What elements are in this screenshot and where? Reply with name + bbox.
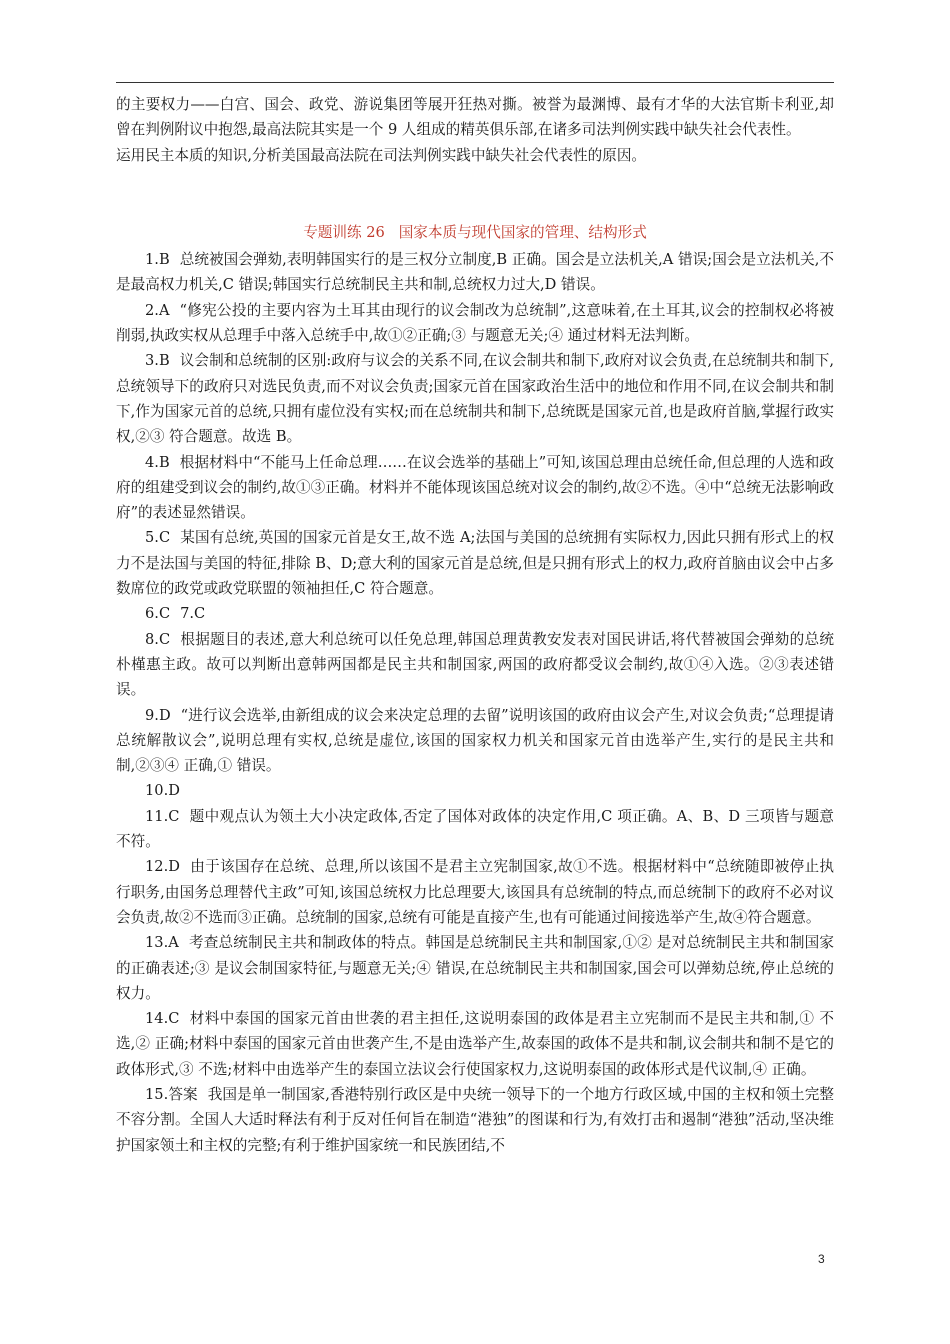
answer-explanation: 我国是单一制国家,香港特别行政区是中央统一领导下的一个地方行政区域,中国的主权和领土完整不容分割。全国人大适时释法有利于反对任何旨在制造“港独”的图谋和行为,有效打击和遏制“港独”活动,坚决维护国家领土和主权的完整;有利于维护国家统一和民族团结,不: [116, 1085, 835, 1154]
answer-item: [116, 1082, 834, 1158]
answer-key: A: [168, 934, 179, 952]
answer-extra: 7.C: [180, 605, 206, 623]
answer-item: [116, 930, 834, 1006]
answer-number: 5.: [145, 529, 159, 547]
answer-explanation: 某国有总统,英国的国家元首是女王,故不选 A;法国与美国的总统拥有实际权力,因此只拥有形式上的权力不是法国与美国的特征,排除 B、D;意大利的国家元首是总统,但是只拥有形式上的权力,政府首脑由议会中占多数席位的政党或政党联盟的领袖担任,C 符合题意。: [116, 529, 834, 598]
answer-number: 12.: [145, 858, 169, 876]
answer-key: D: [168, 858, 180, 876]
answer-item: [116, 804, 834, 855]
answer-number: 3.: [145, 352, 159, 370]
answer-explanation: 总统被国会弹劾,表明韩国实行的是三权分立制度,B 正确。国会是立法机关,A 错误;国会是立法机关,不是最高权力机关,C 错误;韩国实行总统制民主共和制,总统权力过大,D 错误。: [116, 251, 834, 294]
answer-number: 9.: [145, 706, 159, 724]
page-number: 3: [818, 1252, 825, 1266]
answer-item: [116, 525, 834, 601]
section-title: [116, 220, 834, 245]
answer-key: C: [158, 529, 171, 547]
answer-number: 11.: [145, 807, 169, 825]
answer-key: B: [158, 352, 170, 370]
section-label: 专题训练 26: [303, 223, 385, 241]
answer-number: 14.: [145, 1010, 169, 1028]
answer-key: D: [168, 782, 180, 800]
answer-key: B: [158, 453, 170, 471]
answer-item: [116, 627, 834, 703]
answer-key: C: [158, 630, 171, 648]
answer-explanation: 议会制和总统制的区别:政府与议会的关系不同,在议会制共和制下,政府对议会负责,在总统制共和制下,总统领导下的政府只对选民负责,而不对议会负责;国家元首在国家政治生活中的地位和作用不同,在议会制共和制下,作为国家元首的总统,只拥有虚位没有实权;而在总统制共和制下,总统既是国家元首,也是政府首脑,掌握行政实权,②③ 符合题意。故选 B。: [116, 352, 834, 446]
answer-number: 4.: [145, 453, 159, 471]
header-rule: [116, 82, 834, 83]
answer-key: A: [158, 301, 170, 319]
answer-item: [116, 298, 834, 349]
answer-number: 6.: [145, 605, 159, 623]
answer-explanation: 题中观点认为领土大小决定政体,否定了国体对政体的决定作用,C 项正确。A、B、D 三项皆与题意不符。: [116, 807, 834, 851]
answer-number: 15.: [145, 1085, 169, 1103]
answer-explanation: 考查总统制民主共和制政体的特点。韩国是总统制民主共和制国家,①② 是对总统制民主共和制国家的正确表述;③ 是议会制国家特征,与题意无关;④ 错误,在总统制民主共和制国家,国会可以弹劾总统,停止总统的权力。: [116, 934, 834, 1002]
answer-key: B: [158, 251, 170, 269]
answer-key: 答案: [168, 1085, 198, 1103]
intro-question: 运用民主本质的知识,分析美国最高法院在司法判例实践中缺失社会代表性的原因。: [116, 146, 647, 164]
answer-explanation: “进行议会选举,由新组成的议会来决定总理的去留”说明该国的政府由议会产生,对议会负责;“总理提请总统解散议会”,说明总理有实权,总统是虚位,该国的国家权力机关和国家元首由选举产生,实行的是民主共和制,②③④ 正确,① 错误。: [116, 706, 834, 775]
answer-explanation: 由于该国存在总统、总理,所以该国不是君主立宪制国家,故①不选。根据材料中“总统随即被停止执行职务,由国务总理替代主政”可知,该国总统权力比总理要大,该国具有总统制的特点,而总统制下的政府不必对议会负责,故②不选而③正确。总统制的国家,总统有可能是直接产生,也有可能通过间接选举产生,故④符合题意。: [116, 858, 834, 926]
answer-explanation: 根据材料中“不能马上任命总理……在议会选举的基础上”可知,该国总理由总统任命,但总理的人选和政府的组建受到议会的制约,故①③正确。材料并不能体现该国总统对议会的制约,故②不选。④中“总统无法影响政府”的表述显然错误。: [116, 453, 834, 522]
answer-item: [116, 778, 834, 803]
intro-paragraph: 的主要权力——白宫、国会、政党、游说集团等展开狂热对撕。被誉为最渊博、最有才华的大法官斯卡利亚,却曾在判例附议中抱怨,最高法院其实是一个 9 人组成的精英俱乐部,在诸多司法判例实践中缺失社会代表性。: [116, 96, 834, 139]
page-content: [116, 92, 834, 1158]
answer-item: [116, 703, 834, 779]
section-heading: 国家本质与现代国家的管理、结构形式: [398, 223, 647, 241]
answer-key: C: [168, 807, 180, 825]
answer-number: 1.: [145, 251, 159, 269]
answer-item: [116, 1006, 834, 1082]
answer-key: C: [158, 605, 171, 623]
answer-item: [116, 450, 834, 526]
answer-number: 2.: [145, 301, 159, 319]
answer-number: 8.: [145, 630, 159, 648]
answer-item: [116, 601, 834, 626]
answer-item: [116, 854, 834, 930]
answer-item: [116, 348, 834, 449]
answer-explanation: 材料中泰国的国家元首由世袭的君主担任,这说明泰国的政体是君主立宪制而不是民主共和制,① 不选,② 正确;材料中泰国的国家元首由世袭产生,不是由选举产生,故泰国的政体不是共和制,议会制共和制不是它的政体形式,③ 不选;材料中由选举产生的泰国立法议会行使国家权力,这说明泰国的政体形式是代议制,④ 正确。: [116, 1010, 834, 1078]
answer-item: [116, 247, 834, 298]
answer-key: D: [158, 706, 171, 724]
answer-number: 13.: [145, 934, 169, 952]
answer-explanation: 根据题目的表述,意大利总统可以任免总理,韩国总理黄教安发表对国民讲话,将代替被国会弹劾的总统朴槿惠主政。故可以判断出意韩两国都是民主共和制国家,两国的政府都受议会制约,故①④入选。②③表述错误。: [116, 630, 834, 699]
answer-explanation: “修宪公投的主要内容为土耳其由现行的议会制改为总统制”,这意味着,在土耳其,议会的控制权必将被削弱,执政实权从总理手中落入总统手中,故①②正确;③ 与题意无关;④ 通过材料无法判断。: [116, 301, 834, 345]
answer-number: 10.: [145, 782, 169, 800]
answer-list: [116, 247, 834, 1158]
answer-key: C: [168, 1010, 180, 1028]
